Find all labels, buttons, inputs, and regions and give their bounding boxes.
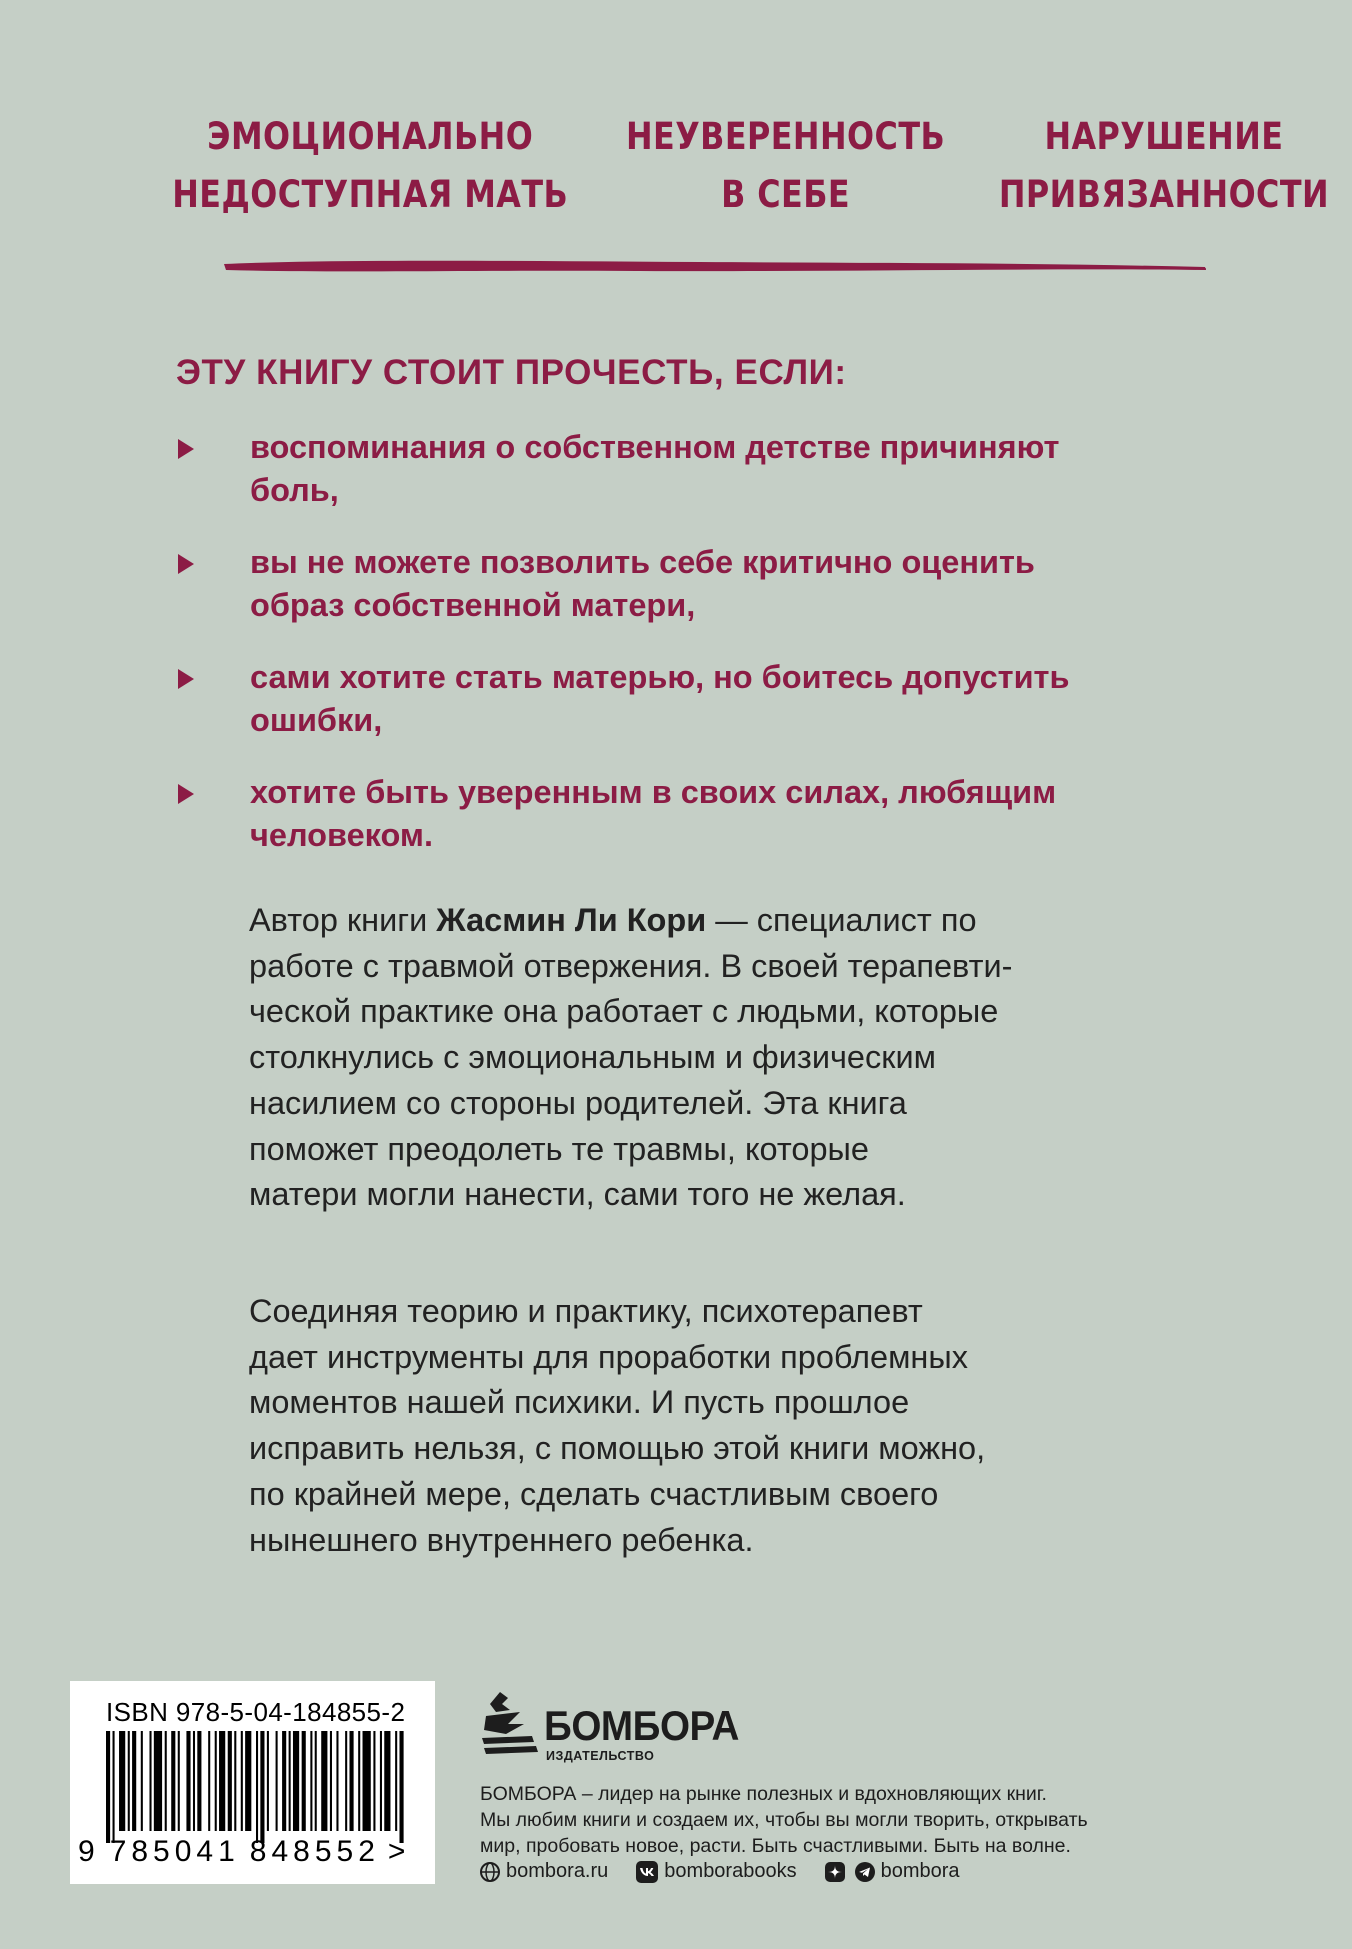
barcode-bar	[215, 1731, 217, 1831]
list-item: хотите быть уверенным в своих силах, любящим человеком.	[176, 771, 1176, 857]
triangle-bullet-icon	[176, 668, 196, 690]
barcode-bar	[336, 1731, 338, 1831]
barcode-bar	[330, 1731, 332, 1831]
barcode-bar	[399, 1731, 403, 1843]
barcode-bar	[154, 1731, 162, 1831]
list-item: воспоминания о собственном детстве причиняют боль,	[176, 426, 1176, 512]
list-item: вы не можете позволить себе критично оценить образ собственной матери,	[176, 541, 1176, 627]
barcode-bar	[282, 1731, 286, 1831]
barcode-bar	[141, 1731, 143, 1831]
barcode-bar	[128, 1731, 130, 1831]
triangle-bullet-icon	[176, 438, 196, 460]
globe-icon	[480, 1862, 500, 1882]
barcode-bar	[373, 1731, 375, 1831]
barcode-bar	[349, 1731, 353, 1831]
barcode-bar	[260, 1731, 264, 1843]
isbn-label: ISBN 978-5-04-184855-2	[106, 1697, 406, 1727]
keyword-tags	[140, 108, 1329, 224]
publisher-name: БОМБОРА	[544, 1702, 739, 1749]
barcode-bar	[234, 1731, 236, 1831]
publisher-socials	[480, 1860, 988, 1883]
publisher-description: БОМБОРА – лидер на рынке полезных и вдохновляющих книг. Мы любим книги и создаем их, чтобы вы могли творить, открывать мир, пробовать новое, расти. Быть счастливыми. Быть на волне.	[480, 1783, 1088, 1857]
read-if-heading: ЭТУ КНИГУ СТОИТ ПРОЧЕСТЬ, ЕСЛИ:	[176, 353, 847, 392]
barcode-bar	[315, 1731, 317, 1831]
barcode-bar	[276, 1731, 278, 1831]
barcode-digits: 9 785041 848552 >	[78, 1835, 406, 1868]
barcode-bar	[165, 1731, 167, 1831]
barcode-bar	[228, 1731, 232, 1831]
telegram-icon	[855, 1862, 875, 1882]
barcode-bar	[363, 1731, 371, 1831]
read-if-list	[176, 426, 1176, 886]
triangle-bullet-icon	[176, 783, 196, 805]
barcode-bar	[245, 1731, 251, 1831]
barcode-bar	[293, 1731, 299, 1831]
telegram-link[interactable]: bombora	[825, 1860, 960, 1883]
barcode-bar	[132, 1731, 136, 1831]
barcode-bar	[395, 1731, 397, 1831]
website-link[interactable]: bombora.ru	[480, 1860, 608, 1883]
barcode-bar	[208, 1731, 210, 1831]
brush-stroke-divider	[220, 255, 1210, 277]
barcode-bar	[302, 1731, 306, 1831]
barcode-bar	[186, 1731, 190, 1831]
barcode-bar	[241, 1731, 243, 1831]
barcode-bar	[219, 1731, 225, 1831]
barcode-bar	[310, 1731, 312, 1831]
barcode-bar	[197, 1731, 201, 1831]
barcode-bar	[358, 1731, 360, 1831]
barcode-bar	[380, 1731, 382, 1831]
barcode-bar	[384, 1731, 390, 1831]
barcode-bar	[193, 1731, 195, 1831]
triangle-bullet-icon	[176, 553, 196, 575]
barcode-bar	[267, 1731, 269, 1831]
method-paragraph: Соединяя теорию и практику, психотерапевт дает инструменты для проработки проблемных моментов нашей психики. И пусть прошлое исправить нельзя, с помощью этой книги можно, по крайней мере, сделать счастливым своего нынешнего внутреннего ребенка.	[249, 1293, 986, 1558]
vk-icon	[636, 1861, 658, 1883]
barcode-bar	[149, 1731, 151, 1831]
barcode-bar	[106, 1731, 110, 1843]
bombora-logo-icon	[480, 1690, 540, 1760]
barcode-bar	[178, 1731, 180, 1831]
tag-self-doubt: НЕУВЕРЕННОСТЬ В СЕБЕ	[626, 115, 946, 216]
vk-link[interactable]: bomborabooks	[636, 1860, 796, 1883]
barcode-bar	[171, 1731, 175, 1831]
barcode-bar	[113, 1731, 115, 1843]
barcode-bar	[321, 1731, 327, 1831]
dzen-icon	[825, 1862, 845, 1882]
author-name: Жасмин Ли Кори	[436, 902, 707, 938]
list-item: сами хотите стать матерью, но боитесь допустить ошибки,	[176, 656, 1176, 742]
isbn-barcode-box	[70, 1681, 435, 1884]
tag-attachment-disorder: НАРУШЕНИЕ ПРИВЯЗАННОСТИ	[998, 115, 1329, 216]
barcode-bar	[345, 1731, 347, 1831]
barcode	[106, 1731, 406, 1843]
tag-unavailable-mother: ЭМОЦИОНАЛЬНО НЕДОСТУПНАЯ МАТЬ	[172, 115, 569, 216]
about-author-paragraph: Автор книги Жасмин Ли Кори — специалист по работе с травмой отвержения. В своей терапевти- ческой практике она работает с людьми, которые столкнулись с эмоциональным и физическим насилием со стороны родителей. Эта книга поможет преодолеть те травмы, которые матери могли нанести, сами того не желая.	[249, 902, 1013, 1213]
barcode-bar	[119, 1731, 125, 1831]
barcode-bar	[256, 1731, 258, 1843]
barcode-bar	[289, 1731, 291, 1831]
publisher-subtitle: ИЗДАТЕЛЬСТВО	[546, 1749, 655, 1763]
